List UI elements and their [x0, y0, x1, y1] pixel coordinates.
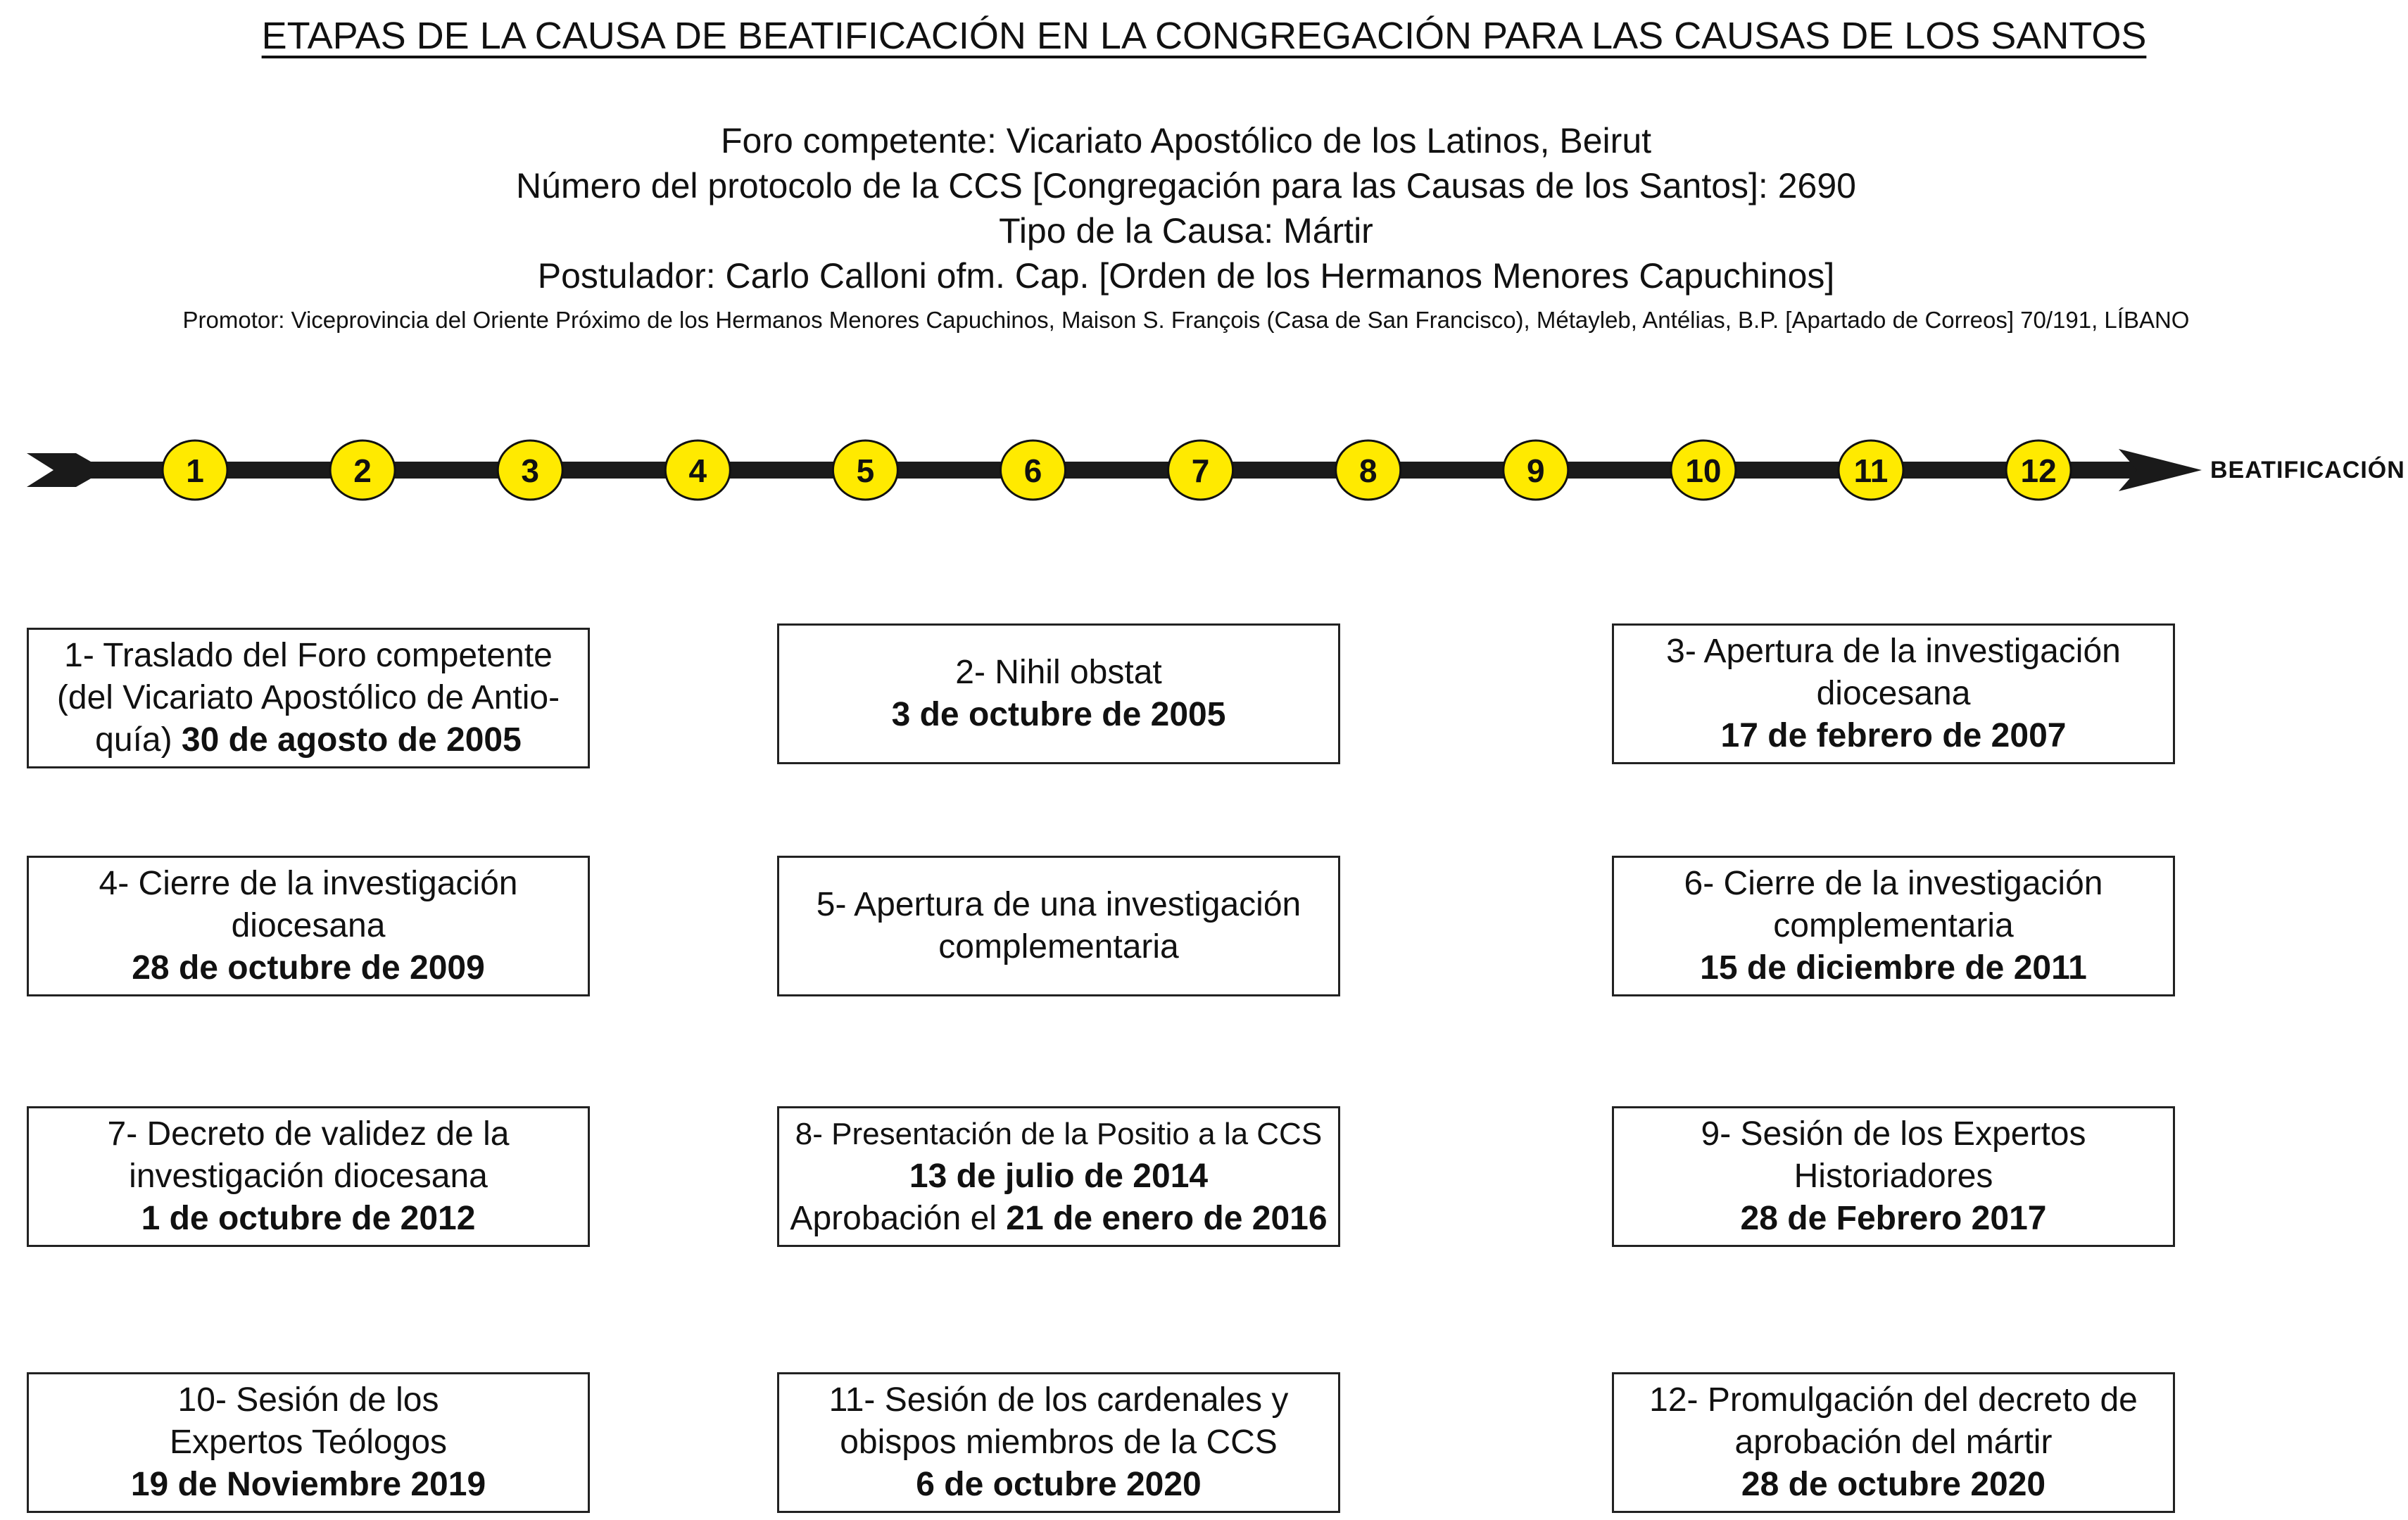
timeline-step-label: 7	[1191, 452, 1210, 489]
timeline-step-3	[498, 441, 562, 500]
timeline	[0, 429, 2408, 514]
stage-1-line-2: (del Vicariato Apostólico de Antio-	[56, 679, 560, 716]
stage-4-line-2: diocesana	[231, 907, 386, 944]
stage-1-date: 30 de agosto de 2005	[181, 721, 522, 759]
timeline-step-label: 4	[688, 452, 707, 489]
stage-12-line-2: aprobación del mártir	[1734, 1424, 2053, 1461]
stage-9-line-2: Historiadores	[1794, 1158, 1993, 1195]
timeline-step-8	[1336, 441, 1401, 500]
stage-1-line-3	[95, 719, 522, 761]
timeline-step-label: 12	[2020, 452, 2057, 489]
stage-6-line-1: 6- Cierre de la investigación	[1684, 865, 2103, 902]
stage-7-line-1: 7- Decreto de validez de la	[107, 1115, 510, 1153]
stage-5-line-1: 5- Apertura de una investigación	[816, 886, 1301, 923]
stage-box-12	[1612, 1372, 2175, 1513]
stage-6-date: 15 de diciembre de 2011	[1700, 949, 2087, 987]
timeline-step-label: 10	[1685, 452, 1722, 489]
timeline-step-6	[1001, 441, 1066, 500]
timeline-step-10	[1671, 441, 1736, 500]
timeline-step-9	[1504, 441, 1568, 500]
timeline-tail	[27, 453, 106, 487]
stage-10-line-1: 10- Sesión de los	[177, 1381, 439, 1419]
stage-4-line-1: 4- Cierre de la investigación	[99, 865, 518, 902]
stage-7-date: 1 de octubre de 2012	[141, 1200, 476, 1237]
stage-8-date: 13 de julio de 2014	[909, 1158, 1209, 1195]
stage-box-2	[777, 623, 1340, 764]
stage-5-line-2: complementaria	[938, 928, 1179, 965]
stage-2-date: 3 de octubre de 2005	[891, 696, 1226, 733]
stage-box-1	[27, 628, 590, 768]
stage-box-3	[1612, 623, 2175, 764]
stage-3-date: 17 de febrero de 2007	[1720, 717, 2067, 754]
stage-8-approval-date: 21 de enero de 2016	[1006, 1200, 1328, 1237]
stage-10-line-2: Expertos Teólogos	[169, 1424, 448, 1461]
stage-3-line-1: 3- Apertura de la investigación	[1666, 633, 2121, 670]
timeline-step-12	[2006, 441, 2071, 500]
stage-box-6	[1612, 856, 2175, 996]
timeline-graphic	[0, 429, 2408, 514]
stage-box-4	[27, 856, 590, 996]
stage-11-line-1: 11- Sesión de los cardenales y	[828, 1381, 1289, 1419]
stage-box-5	[777, 856, 1340, 996]
timeline-step-label: 5	[856, 452, 875, 489]
timeline-step-label: 9	[1527, 452, 1545, 489]
timeline-step-1	[163, 441, 227, 500]
stage-1-line-1: 1- Traslado del Foro competente	[64, 637, 553, 674]
stage-11-line-2: obispos miembros de la CCS	[840, 1424, 1278, 1461]
stage-6-line-2: complementaria	[1773, 907, 2014, 944]
timeline-step-label: 2	[353, 452, 372, 489]
timeline-step-4	[665, 441, 730, 500]
stage-3-line-2: diocesana	[1816, 675, 1971, 712]
page-title	[0, 13, 2408, 59]
timeline-step-label: 6	[1023, 452, 1042, 489]
timeline-step-label: 1	[186, 452, 204, 489]
protocol-number: Número del protocolo de la CCS [Congregación para las Causas de los Santos]: 2690	[516, 166, 1856, 205]
timeline-step-5	[833, 441, 897, 500]
stage-box-10	[27, 1372, 590, 1513]
timeline-step-label: 3	[521, 452, 539, 489]
stage-box-7	[27, 1106, 590, 1247]
stage-2-line-1: 2- Nihil obstat	[955, 654, 1162, 691]
stage-4-date: 28 de octubre de 2009	[132, 949, 485, 987]
postulator: Postulador: Carlo Calloni ofm. Cap. [Orden de los Hermanos Menores Capuchinos]	[537, 256, 1835, 296]
stage-box-8	[777, 1106, 1340, 1247]
stage-11-date: 6 de octubre 2020	[916, 1466, 1202, 1503]
stage-12-line-1: 12- Promulgación del decreto de	[1649, 1381, 2138, 1419]
title-text: ETAPAS DE LA CAUSA DE BEATIFICACIÓN EN LA CONGREGACIÓN PARA LAS CAUSAS DE LOS SANTOS	[261, 15, 2147, 57]
stage-10-date: 19 de Noviembre 2019	[130, 1466, 486, 1503]
timeline-step-label: 11	[1853, 452, 1889, 489]
timeline-step-11	[1839, 441, 1903, 500]
cause-type: Tipo de la Causa: Mártir	[999, 211, 1373, 251]
timeline-step-2	[330, 441, 395, 500]
timeline-end-label: BEATIFICACIÓN	[2210, 457, 2405, 483]
stage-box-9	[1612, 1106, 2175, 1247]
stage-9-line-1: 9- Sesión de los Expertos	[1701, 1115, 2086, 1153]
cause-info	[0, 118, 2372, 338]
stage-12-date: 28 de octubre 2020	[1741, 1466, 2046, 1503]
stage-9-date: 28 de Febrero 2017	[1740, 1200, 2047, 1237]
stage-8-line-1: 8- Presentación de la Positio a la CCS	[795, 1117, 1323, 1151]
stage-7-line-2: investigación diocesana	[129, 1158, 488, 1195]
timeline-step-7	[1168, 441, 1233, 500]
stage-1-text: quía)	[95, 721, 172, 759]
timeline-step-label: 8	[1359, 452, 1378, 489]
promoter: Promotor: Viceprovincia del Oriente Próximo de los Hermanos Menores Capuchinos, Maison S. François (Casa de San Francisco), Métayleb, Antélias, B.P. [Apartado de Correos] 70/191, LÍBANO	[182, 307, 2190, 333]
stage-8-approval-text: Aprobación el	[790, 1200, 997, 1237]
foro-competente: Foro competente: Vicariato Apostólico de los Latinos, Beirut	[720, 121, 1652, 160]
stage-8-line-3	[790, 1198, 1327, 1240]
stage-box-11	[777, 1372, 1340, 1513]
